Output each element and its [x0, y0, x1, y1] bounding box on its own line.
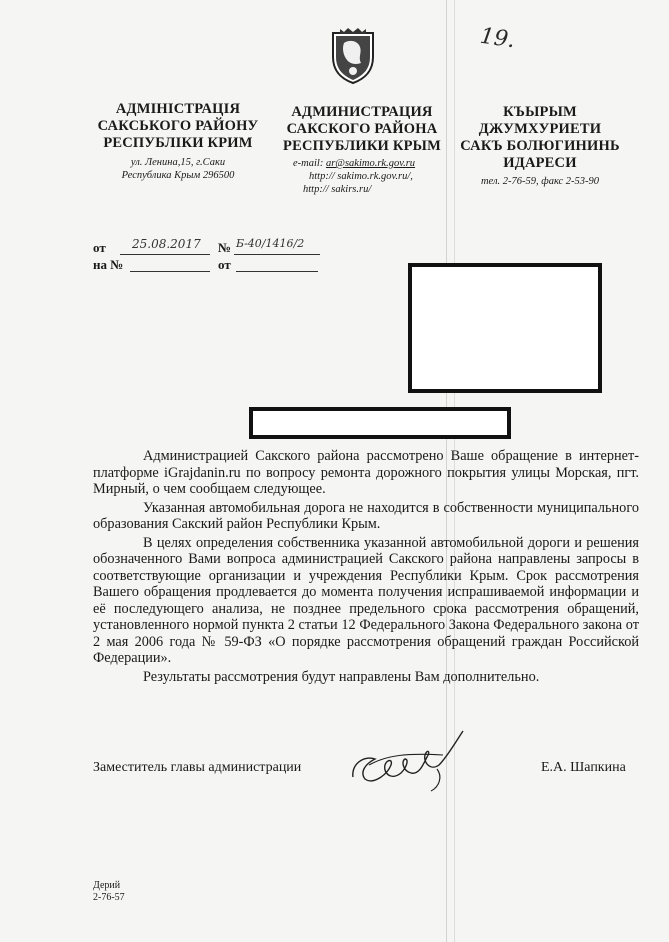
header-cr-name-line: КЪЫРЫМ ДЖУМХУРИЕТИ	[478, 104, 602, 137]
header-ua-address: ул. Ленина,15, г.Саки	[130, 157, 226, 168]
email-link[interactable]: ar@sakimo.rk.gov.ru	[325, 158, 416, 169]
email-label: e-mail:	[293, 158, 326, 169]
header-cr-name-line: САКЪ БОЛЮГИНИНЬ	[460, 138, 620, 154]
body-paragraph: Результаты рассмотрения будут направлены Вам дополнительно.	[143, 668, 540, 685]
reg-on-from-label: от	[218, 257, 231, 272]
header-russian	[273, 104, 451, 196]
executor-phone: 2-76-57	[93, 892, 125, 903]
header-cr-phone: тел. 2-76-59, факс 2-53-90	[480, 176, 600, 187]
body-paragraph: В целях определения собственника указанной автомобильной дороги и решения обозначенного Вами вопроса администрацией Сакского района направлены запросы в соответствующие организации и учреждения Республики Крым. Срок рассмотрения Вашего обращения продлевается до момента получения испрашиваемой информации и её последующего анализа, не позднее предельного срока рассмотрения обращений, установленного нормой пункта 2 статьи 12 Федерального Закона Федерального закона от 2 мая 2006 года № 59-ФЗ «О порядке рассмотрения обращений граждан Российской Федерации».	[93, 534, 639, 666]
header-ua-name-line: РЕСПУБЛІКИ КРИМ	[103, 135, 253, 151]
reg-on-from-line	[236, 257, 318, 272]
reg-on-number-line	[130, 257, 210, 272]
header-ua-name-line: САКСЬКОГО РАЙОНУ	[97, 118, 259, 134]
signatory-name: Е.А. Шапкина	[541, 760, 626, 775]
reg-date-handwritten: 25.08.2017	[132, 237, 201, 251]
header-ru-name-line: САКСКОГО РАЙОНА	[286, 121, 438, 137]
header-ua-address: Республика Крым 296500	[121, 170, 235, 181]
letter-body	[93, 448, 639, 685]
redacted-name-box	[249, 407, 511, 439]
header-ukrainian	[92, 101, 264, 182]
page-number-handwritten: 19.	[478, 23, 517, 54]
header-ua-name-line: АДМІНІСТРАЦІЯ	[115, 101, 241, 117]
reg-from-label: от	[93, 240, 106, 255]
website-link[interactable]: http:// sakimo.rk.gov.ru/,	[309, 171, 413, 182]
reg-number-label: №	[218, 240, 232, 255]
header-ru-email-line	[293, 157, 451, 170]
signatory-position: Заместитель главы администрации	[93, 760, 302, 775]
executor-name: Дерий	[93, 880, 121, 891]
reg-on-number-label: на №	[93, 257, 124, 272]
executor-info	[93, 880, 125, 904]
body-paragraph: Указанная автомобильная дорога не находится в собственности муниципального образования Сакский район Республики Крым.	[93, 499, 639, 532]
header-ru-name-line: АДМИНИСТРАЦИЯ	[291, 104, 433, 120]
body-paragraph: Администрацией Сакского района рассмотрено Ваше обращение в интернет-платформе iGrajdanin.ru по вопросу ремонта дорожного покрытия улицы Морская, пгт. Мирный, о чем сообщаем следующее.	[93, 448, 639, 497]
website-link[interactable]: http:// sakirs.ru/	[303, 184, 372, 195]
header-cr-name-line: ИДАРЕСИ	[503, 155, 577, 171]
handwritten-signature	[347, 725, 475, 795]
header-ru-name-line: РЕСПУБЛИКИ КРЫМ	[283, 138, 441, 154]
reg-number-handwritten: Б-40/1416/2	[236, 237, 305, 250]
redacted-addressee-box	[408, 263, 602, 393]
crimea-emblem-icon	[330, 27, 376, 85]
header-crimean-tatar	[445, 104, 635, 188]
